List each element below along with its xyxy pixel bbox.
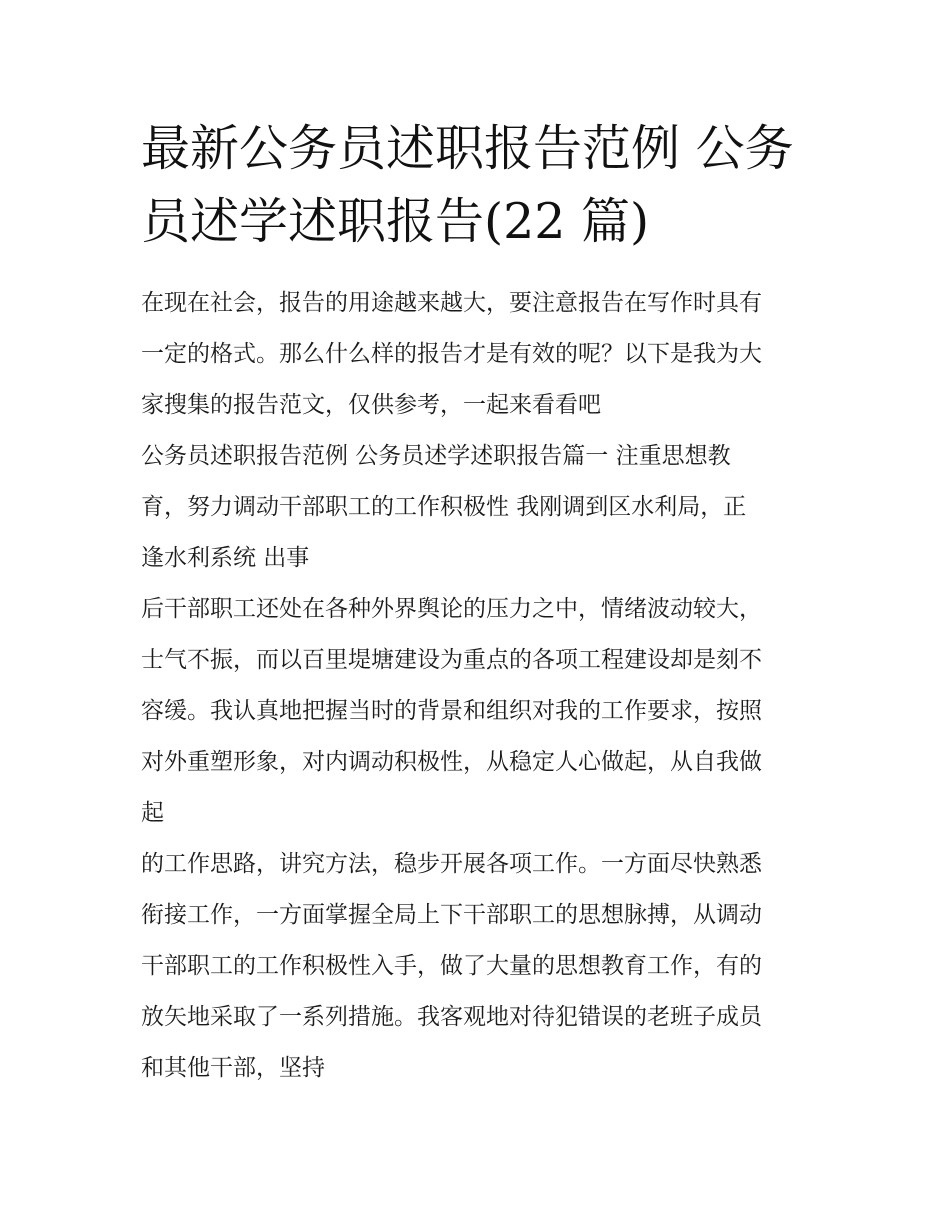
text-line: 干部职工的工作积极性入手，做了大量的思想教育工作，有的: [141, 953, 762, 979]
text-line: 放矢地采取了一系列措施。我客观地对待犯错误的老班子成员: [141, 1004, 762, 1030]
paragraph-body-2: [141, 839, 813, 1094]
text-line: 衔接工作，一方面掌握全局上下干部职工的思想脉搏，从调动: [141, 902, 762, 928]
text-line: 育，努力调动干部职工的工作积极性 我刚调到区水利局，正: [141, 494, 747, 520]
document-content: [141, 112, 813, 1094]
title-line: 最新公务员述职报告范例 公务: [141, 120, 794, 177]
text-line: 公务员述职报告范例 公务员述学述职报告篇一 注重思想教: [141, 443, 731, 469]
text-line: 容缓。我认真地把握当时的背景和组织对我的工作要求，按照: [141, 698, 762, 724]
text-line: 家搜集的报告范文，仅供参考，一起来看看吧: [141, 392, 601, 418]
text-line: 后干部职工还处在各种外界舆论的压力之中，情绪波动较大，: [141, 596, 762, 622]
text-line: 在现在社会，报告的用途越来越大，要注意报告在写作时具有: [141, 290, 762, 316]
text-line: 和其他干部，坚持: [141, 1055, 325, 1081]
text-line: 起: [141, 800, 164, 826]
paragraph-intro: [141, 278, 813, 431]
text-line: 逢水利系统 出事: [141, 545, 310, 571]
text-line: 对外重塑形象，对内调动积极性，从稳定人心做起，从自我做: [141, 749, 762, 775]
text-line: 一定的格式。那么什么样的报告才是有效的呢？以下是我为大: [141, 341, 762, 367]
paragraph-section-1: [141, 431, 813, 584]
document-title: [141, 112, 813, 258]
text-line: 士气不振，而以百里堤塘建设为重点的各项工程建设却是刻不: [141, 647, 762, 673]
document-body: [141, 278, 813, 1094]
title-line: 员述学述职报告(22 篇): [141, 193, 650, 250]
paragraph-body-1: [141, 584, 813, 839]
text-line: 的工作思路，讲究方法，稳步开展各项工作。一方面尽快熟悉: [141, 851, 762, 877]
